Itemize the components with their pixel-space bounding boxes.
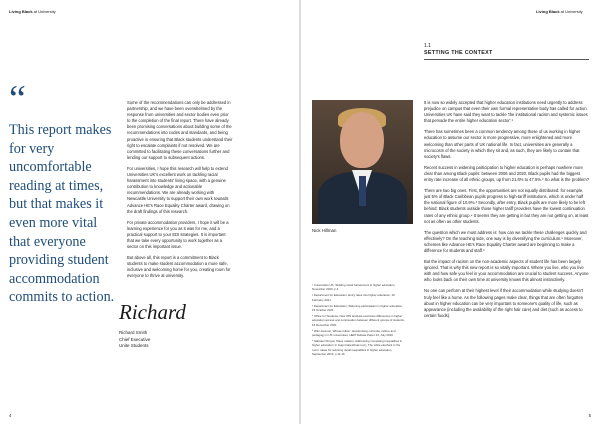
footnote: ² Department for Education, Entry rates into higher education, 16 February 2021 [312, 293, 395, 302]
portrait-tie [359, 176, 366, 206]
body-paragraph: It is now so widely accepted that higher education institutions need urgently to address prejudice on campus that even their own formal representative body has called for action. Universities UK have said they want to tackle 'the institutional racism and systemic issues that pervade the entire higher education sector'.¹ [424, 100, 588, 124]
left-body-column [127, 100, 233, 285]
body-paragraph: For private accommodation providers, I hope it will be a learning experience for you as it was for me, and a practical support to your EDI strategies. It is important that we take every opportunity to work together as a sector on this important issue. [127, 219, 229, 250]
footnote: ³ Department for Education, Widening participation in higher education, 15 October 2021 [312, 303, 403, 313]
page-number: 5 [588, 413, 591, 418]
photo-caption: Nick Hillman [312, 228, 337, 233]
signer-name: Richard Smith [119, 330, 148, 335]
footnote: ¹ Universities UK, Tackling racial harassment in higher education, November 2020, p.4. [312, 283, 396, 292]
page-number: 4 [9, 413, 12, 418]
body-paragraph: But above all, this report is a commitment to Black students to make student accommodation a more safe, inclusive and welcoming home for you, creating room for everyone to thrive at university. [127, 255, 231, 279]
body-paragraph: Some of the recommendations can only be addressed in partnership, and we have been overwhelmed by the response from universities and sector bodies even prior to the completion of the final report. There have already been promising conversations about building some of the recommendations into codes and standards, and being proactive in ensuring that Black students understand their right to escalate complaints if not resolved. We are committed to facilitating these conversations further and lending our support to subsequent actions. [127, 100, 233, 160]
header-suffix: at University [32, 9, 56, 14]
handwritten-signature: Richard [119, 300, 186, 324]
running-header-left [9, 9, 56, 14]
signer-role: Chief Executive [119, 336, 151, 342]
body-paragraph: There has sometimes been a common tendency among those of us working in higher education to assume our sector is more progressive, more enlightened and more welcoming than other parts of UK national life. In fact, universities are generally a microcosm of the society in which they sit and, as such, they are likely to contain that society's flaws. [424, 129, 581, 159]
signatory-block [119, 330, 150, 350]
body-paragraph: The question which we must address is: how can we tackle these challenges quickly and effectively? On the teaching side, one way is by diversifying the curriculum.⁵ Moreover, schemes like Advance HE's Race Equality Charter award are beginning to make a difference for students and staff.⁶ [424, 229, 587, 253]
footnote: ⁶ Sabaani Wroyal, 'Race matters: Addressing competing inequalities in higher education' in Hugo Dale-Rivas (ed.), The white elephant in the room: ideas for reducing racial inequalities in higher education, September 2019, p.11-16 [312, 339, 403, 356]
running-header-right [536, 9, 583, 14]
header-brand: Living Black [536, 9, 560, 14]
body-paragraph: But the impact of racism on the non-academic aspects of student life has been largely ignored. That is why this new report is so vitally important. Where you live, who you live with and how safe you feel in your accommodation are crucial to student success. Anyone who looks back on their own time at university knows this almost instinctively. [424, 259, 589, 283]
body-paragraph: No one can perform at their highest level if their accommodation while studying doesn't truly feel like a home. As the following pages make clear, things that are often forgotten about in higher education can be very important to someone's quality of life, such as appearance (including the availability of the right hair care) and diet (such as access to certain foods). [424, 288, 584, 318]
right-page [301, 0, 600, 424]
section-divider [424, 59, 589, 60]
signer-org: Unite Students [119, 343, 149, 349]
body-paragraph: For universities, I hope this research will help to extend Universities UK's excellent work on tackling racial harassment into students' living space, with a genuine contribution to knowledge and actionable recommendations. We are already working with Newcastle University to support their own work towards Advance HE's Race Equality Charter award, drawing on the draft findings of this research. [127, 165, 230, 214]
right-body-column [424, 100, 590, 324]
footnote: ⁴ Office for Students, New OfS analysis examines differences in higher education access and continuation between different groups of students, 16 December 2021 [312, 314, 405, 327]
header-brand: Living Black [9, 9, 33, 14]
header-suffix: at University [559, 9, 583, 14]
footnote: ⁵ Wiki Jonsson, Whose tuition: decolonising curricula, culture and pedagogy in UK universities, HEPI Debate Paper 23, July 2020 [312, 328, 396, 338]
portrait-face [340, 112, 384, 168]
portrait-photo [312, 100, 413, 224]
section-title: SETTING THE CONTEXT [424, 50, 493, 56]
footnotes [312, 283, 405, 358]
quote-mark-icon: “ [9, 78, 26, 120]
left-page [0, 0, 299, 424]
body-paragraph: There are two big ones. First, the opportunities are not equally distributed: for example, just 5% of Black Caribbean pupils progress to high-tariff institutions, which is under half the national figure of 10.9%.³ Secondly, after entry, Black pupils are more likely to be left behind: Black students outside those higher tariff providers have the lowest continuation rates of any ethnic group.⁴ It seems they are getting in but they are not getting on, at least not as often as other students. [424, 188, 589, 224]
section-number: 1.1 [424, 43, 431, 49]
body-paragraph: Recent success in widening participation to higher education is perhaps nowhere more clear than among Black pupils: between 2006 and 2020, Black pupils had the biggest entry rate increase of all ethnic groups, up from 21.6% to 47.5%.² So what is the problem? [424, 164, 590, 183]
pull-quote: This report makes for very uncomfortable reading at times, but that makes it even more vital that everyone providing student accommodation commits to action. [9, 122, 115, 306]
